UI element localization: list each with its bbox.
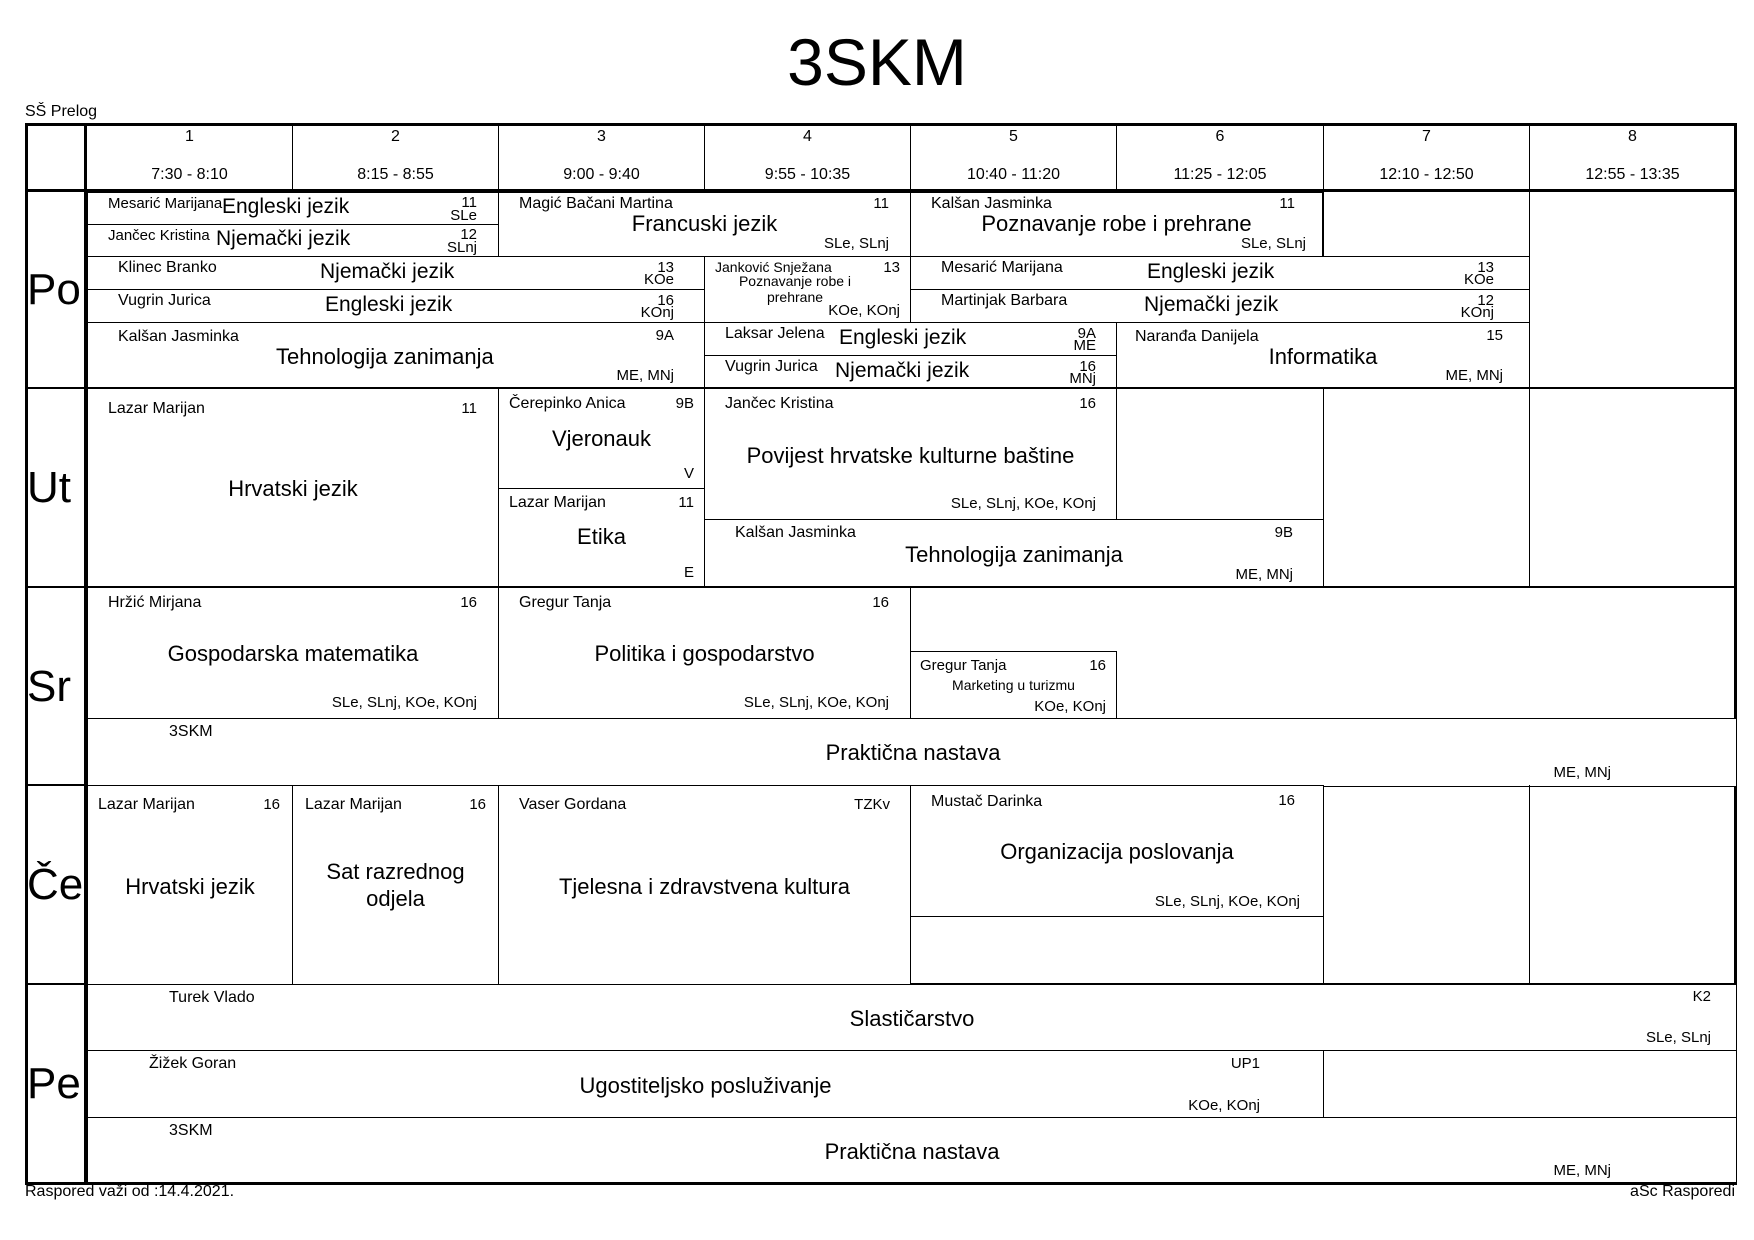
lesson-groups: SLe, SLnj, KOe, KOnj: [950, 495, 1096, 512]
lesson-groups: SLnj: [446, 239, 477, 256]
day-label-ut: Ut: [27, 463, 71, 512]
lesson-room: 16: [657, 292, 674, 309]
lesson-groups: KOe, KOnj: [1188, 1097, 1260, 1114]
lesson-groups: KOe: [1463, 271, 1494, 288]
lesson-room: 11: [678, 494, 694, 511]
lesson-room: 16: [460, 594, 477, 611]
day-label-sr: Sr: [27, 662, 71, 711]
lesson-room: 16: [1079, 358, 1096, 375]
lesson-room: 16: [469, 796, 486, 813]
day-label-ce: Če: [27, 860, 84, 909]
lesson-groups: KOe, KOnj: [828, 302, 900, 319]
lesson-teacher: Kalšan Jasminka: [735, 524, 856, 541]
lesson-card[interactable]: [498, 488, 705, 587]
lesson-card[interactable]: [910, 289, 1530, 323]
lesson-groups: SLe, SLnj: [1240, 235, 1306, 252]
lesson-teacher: Janković Snježana: [715, 259, 832, 275]
lesson-subject: Politika i gospodarstvo: [594, 641, 815, 666]
lesson-subject: Njemački jezik: [320, 260, 455, 283]
lesson-groups: V: [683, 465, 694, 482]
lesson-card[interactable]: [87, 388, 499, 587]
day-label-pe: Pe: [27, 1059, 81, 1108]
lesson-card[interactable]: [87, 322, 705, 388]
lesson-subject: Engleski jezik: [325, 293, 453, 316]
lesson-room: 11: [461, 400, 477, 417]
lesson-card[interactable]: [704, 355, 1117, 388]
lesson-card[interactable]: [87, 256, 705, 290]
lesson-subject: Engleski jezik: [1147, 260, 1275, 283]
valid-from-note: Raspored važi od :14.4.2021.: [25, 1183, 235, 1200]
lesson-groups: SLe, SLnj, KOe, KOnj: [1154, 893, 1300, 910]
lesson-teacher: Lazar Marijan: [108, 400, 205, 417]
lesson-subject: Njemački jezik: [1144, 293, 1279, 316]
cell-border: [1323, 192, 1324, 257]
lesson-teacher: Mesarić Marijana: [108, 195, 223, 212]
lesson-subject: Praktična nastava: [825, 740, 1001, 765]
cell-border: [1529, 388, 1530, 587]
lesson-card[interactable]: [292, 785, 499, 985]
period-time: 12:55 - 13:35: [1585, 166, 1680, 183]
lesson-teacher: Vugrin Jurica: [118, 292, 211, 309]
lesson-groups: E: [683, 564, 694, 581]
lesson-teacher: Hržić Mirjana: [108, 594, 202, 611]
lesson-subject: Tehnologija zanimanja: [905, 542, 1123, 567]
lesson-groups: KOnj: [1460, 304, 1494, 321]
lesson-card[interactable]: [87, 289, 705, 323]
cell-border: [1323, 785, 1324, 985]
lesson-card[interactable]: [704, 322, 1117, 356]
lesson-room: 13: [1477, 259, 1494, 276]
lesson-teacher: Čerepinko Anica: [509, 395, 626, 412]
lesson-teacher: Vugrin Jurica: [725, 358, 818, 375]
empty-cell: [1323, 1050, 1737, 1118]
lesson-subject: Hrvatski jezik: [125, 874, 255, 899]
lesson-groups: ME, MNj: [1445, 367, 1503, 384]
period-time: 9:00 - 9:40: [563, 166, 640, 183]
period-time: 12:10 - 12:50: [1379, 166, 1474, 183]
lesson-groups: ME, MNj: [1553, 764, 1611, 781]
lesson-teacher: Mustač Darinka: [931, 793, 1043, 810]
lesson-teacher: 3SKM: [169, 723, 213, 740]
lesson-groups: SLe: [450, 207, 477, 224]
lesson-groups: ME, MNj: [1235, 566, 1293, 583]
period-number: 3: [597, 128, 606, 145]
lesson-card[interactable]: [498, 192, 911, 257]
lesson-teacher: Magić Bačani Martina: [519, 195, 673, 212]
lesson-card[interactable]: [87, 224, 499, 257]
day-label-po: Po: [27, 265, 81, 314]
school-name: SŠ Prelog: [25, 103, 98, 120]
lesson-room: UP1: [1230, 1055, 1260, 1072]
lesson-room: 16: [872, 594, 889, 611]
lesson-room: 15: [1486, 327, 1503, 344]
period-time: 10:40 - 11:20: [966, 166, 1061, 183]
period-number: 1: [185, 128, 194, 145]
lesson-subject: Vjeronauk: [551, 426, 652, 451]
lesson-room: 16: [1278, 792, 1295, 809]
lesson-teacher: Naranđa Danijela: [1135, 328, 1259, 345]
cell-border: [1529, 785, 1530, 985]
lesson-card[interactable]: [910, 651, 1117, 719]
lesson-subject: Gospodarska matematika: [167, 641, 419, 666]
lesson-subject: Njemački jezik: [835, 359, 970, 382]
lesson-room: 12: [460, 226, 477, 243]
lesson-card[interactable]: [1116, 322, 1530, 388]
lesson-teacher: 3SKM: [169, 1122, 213, 1139]
lesson-subject: Hrvatski jezik: [228, 476, 358, 501]
lesson-subject: Ugostiteljsko posluživanje: [579, 1073, 832, 1098]
lesson-card[interactable]: [87, 984, 1737, 1051]
lesson-subject: Tjelesna i zdravstvena kultura: [558, 874, 851, 899]
lesson-groups: KOe, KOnj: [1034, 698, 1106, 715]
lesson-teacher: Laksar Jelena: [725, 325, 825, 342]
period-number: 4: [803, 128, 812, 145]
lesson-room: TZKv: [854, 796, 890, 813]
lesson-groups: ME, MNj: [1553, 1162, 1611, 1179]
lesson-subject: Njemački jezik: [216, 227, 351, 250]
lesson-groups: ME, MNj: [616, 367, 674, 384]
lesson-subject: Poznavanje robe i prehrane: [738, 273, 852, 305]
lesson-card[interactable]: [910, 785, 1324, 917]
lesson-teacher: Jančec Kristina: [725, 395, 834, 412]
lesson-teacher: Mesarić Marijana: [941, 259, 1063, 276]
period-number: 2: [391, 128, 400, 145]
period-number: 5: [1009, 128, 1018, 145]
lesson-card[interactable]: [498, 587, 911, 719]
lesson-teacher: Gregur Tanja: [920, 657, 1007, 674]
period-time: 7:30 - 8:10: [151, 166, 228, 183]
lesson-groups: SLe, SLnj, KOe, KOnj: [743, 694, 889, 711]
cell-border: [1323, 388, 1324, 520]
lesson-teacher: Kalšan Jasminka: [118, 328, 239, 345]
lesson-card[interactable]: [910, 192, 1323, 257]
lesson-room: 11: [1279, 195, 1295, 212]
lesson-subject: Organizacija poslovanja: [1000, 839, 1234, 864]
lesson-room: K2: [1692, 988, 1711, 1005]
period-time: 11:25 - 12:05: [1173, 166, 1267, 183]
lesson-card[interactable]: [87, 1117, 1737, 1183]
lesson-subject: Informatika: [1268, 344, 1378, 369]
lesson-subject: Poznavanje robe i prehrane: [981, 211, 1252, 236]
page-title: 3SKM: [787, 25, 967, 99]
lesson-subject: Praktična nastava: [824, 1139, 1000, 1164]
lesson-subject: Francuski jezik: [631, 211, 778, 236]
period-number: 7: [1422, 128, 1431, 145]
lesson-teacher: Martinjak Barbara: [941, 292, 1068, 309]
lesson-room: 9A: [1077, 325, 1096, 342]
lesson-subject: Tehnologija zanimanja: [276, 344, 494, 369]
lesson-teacher: Jančec Kristina: [108, 227, 210, 244]
period-time: 8:15 - 8:55: [357, 166, 434, 183]
lesson-teacher: Lazar Marijan: [509, 494, 606, 511]
lesson-card[interactable]: [87, 718, 1737, 787]
lesson-card[interactable]: [87, 785, 293, 985]
app-credit: aSc Rasporedi: [1630, 1183, 1735, 1200]
lesson-room: 11: [873, 195, 889, 212]
lesson-card[interactable]: [498, 785, 911, 985]
lesson-groups: SLe, SLnj: [1645, 1029, 1711, 1046]
lesson-teacher: Lazar Marijan: [305, 796, 402, 813]
lesson-subject: Etika: [577, 524, 626, 549]
lesson-card[interactable]: [87, 587, 499, 719]
lesson-room: 9A: [655, 327, 674, 344]
lesson-subject: Povijest hrvatske kulturne baštine: [746, 443, 1075, 468]
lesson-card[interactable]: [910, 256, 1530, 290]
lesson-groups: MNj: [1069, 370, 1096, 387]
lesson-room: 11: [461, 194, 477, 211]
cell-border: [1529, 192, 1530, 388]
lesson-subject: Marketing u turizmu: [952, 677, 1075, 693]
lesson-groups: ME: [1073, 337, 1096, 354]
lesson-teacher: Žižek Goran: [149, 1055, 237, 1072]
period-time: 9:55 - 10:35: [764, 166, 851, 183]
lesson-card[interactable]: [704, 388, 1117, 520]
lesson-room: 13: [657, 259, 674, 276]
lesson-subject: Engleski jezik: [839, 326, 967, 349]
lesson-teacher: Klinec Branko: [118, 259, 217, 276]
lesson-card[interactable]: [87, 192, 499, 225]
lesson-subject: Engleski jezik: [222, 195, 350, 218]
lesson-room: 12: [1477, 292, 1494, 309]
lesson-room: 9B: [1274, 524, 1293, 541]
lesson-groups: SLe, SLnj: [823, 235, 889, 252]
lesson-room: 9B: [675, 395, 694, 412]
lesson-subject: Sat razrednog odjela: [326, 859, 465, 911]
lesson-room: 16: [1079, 395, 1096, 412]
period-number: 8: [1628, 128, 1637, 145]
lesson-groups: KOnj: [640, 304, 674, 321]
lesson-teacher: Kalšan Jasminka: [931, 195, 1052, 212]
lesson-card[interactable]: [498, 388, 705, 489]
cell-border: [910, 916, 911, 985]
lesson-room: 16: [263, 796, 280, 813]
lesson-card[interactable]: [704, 256, 911, 323]
lesson-teacher: Turek Vlado: [169, 989, 255, 1006]
lesson-teacher: Lazar Marijan: [98, 796, 195, 813]
lesson-teacher: Vaser Gordana: [519, 796, 627, 813]
lesson-subject: Slastičarstvo: [849, 1006, 975, 1031]
lesson-room: 13: [883, 259, 900, 276]
lesson-teacher: Gregur Tanja: [519, 594, 612, 611]
lesson-groups: SLe, SLnj, KOe, KOnj: [331, 694, 477, 711]
lesson-groups: KOe: [643, 271, 674, 288]
period-number: 6: [1215, 128, 1225, 145]
lesson-card[interactable]: [704, 519, 1324, 587]
lesson-room: 16: [1089, 657, 1106, 674]
lesson-card[interactable]: [87, 1050, 1324, 1118]
